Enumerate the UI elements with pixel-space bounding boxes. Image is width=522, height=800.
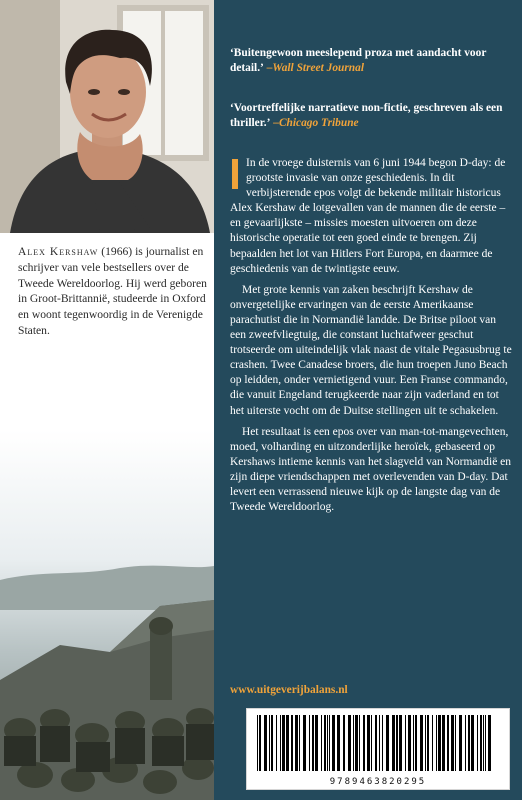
isbn-barcode xyxy=(246,708,510,790)
barcode-bar xyxy=(471,715,474,771)
barcode-bar xyxy=(447,715,449,771)
barcode-bar xyxy=(392,715,395,771)
barcode-bar xyxy=(359,715,360,771)
barcode-bar xyxy=(271,715,273,771)
barcode-bar xyxy=(396,715,398,771)
landing-craft-photo xyxy=(0,430,214,800)
review-1-source: –Wall Street Journal xyxy=(266,62,364,74)
barcode-bar xyxy=(408,715,411,771)
author-name: Alex Kershaw xyxy=(18,245,99,258)
barcode-bar xyxy=(327,715,328,771)
barcode-bar xyxy=(399,715,402,771)
barcode-bar xyxy=(465,715,466,771)
barcode-bar xyxy=(295,715,298,771)
synopsis xyxy=(230,156,514,521)
barcode-bar xyxy=(348,715,351,771)
barcode-bar xyxy=(309,715,310,771)
barcode-bar xyxy=(321,715,322,771)
barcode-bar xyxy=(488,715,491,771)
barcode-bar xyxy=(355,715,358,771)
barcode-bar xyxy=(436,715,437,771)
barcode-bar xyxy=(468,715,470,771)
barcode-bar xyxy=(386,715,389,771)
barcode-bar xyxy=(438,715,441,771)
author-photo xyxy=(0,0,214,233)
barcode-bar xyxy=(415,715,417,771)
barcode-bar xyxy=(480,715,482,771)
barcode-bar xyxy=(264,715,267,771)
barcode-bar xyxy=(379,715,380,771)
barcode-bar xyxy=(286,715,289,771)
barcode-bar xyxy=(257,715,258,771)
synopsis-paragraph-2: Met grote kennis van zaken beschrijft Kershaw de onvergetelijke ervaringen van de eerste Amerikaanse parachutist die in Normandië landde. De Britse piloot van een zweefvliegtuig, die constant luchtafweer geschut trotseerde om uiteindelijk vlak naast de vitale Pegasusbrug te crashen. Twee Canadese broers, die hun troepen Juno Beach op leidden, onder vernietigend vuur. Een Franse commando, die vanuit Engeland terugkeerde naar zijn vaderland en tot het uiterste vocht om de Duitse stellingen uit te schakelen. xyxy=(230,283,512,417)
barcode-bar xyxy=(477,715,478,771)
drop-cap-bar xyxy=(232,159,238,189)
barcode-bars xyxy=(255,715,501,773)
barcode-bar xyxy=(312,715,314,771)
barcode-bar xyxy=(451,715,454,771)
barcode-bar xyxy=(276,715,277,771)
barcode-bar xyxy=(315,715,318,771)
isbn-number: 9789463820295 xyxy=(329,777,427,787)
barcode-bar xyxy=(337,715,340,771)
barcode-bar xyxy=(425,715,426,771)
barcode-bar xyxy=(367,715,370,771)
barcode-bar xyxy=(455,715,456,771)
barcode-bar xyxy=(363,715,365,771)
left-column xyxy=(0,0,214,800)
barcode-bar xyxy=(291,715,293,771)
barcode-bar xyxy=(343,715,345,771)
synopsis-paragraph-3: Het resultaat is een epos over van man-tot-mangevechten, moed, volharding en uitzonderlijke heroïek, gebaseerd op Kershaws intieme kennis van het slagveld van Normandië en zijn diepe vriendschappen met overlevenden van D-day. Dat levert een verrassend nieuwe kijk op de langste dag van de Tweede Wereldoorlog. xyxy=(230,425,512,514)
back-cover-panel xyxy=(214,0,522,800)
barcode-bar xyxy=(413,715,414,771)
author-years: (1966) xyxy=(101,245,133,258)
barcode-bar xyxy=(329,715,330,771)
review-1 xyxy=(230,46,512,76)
barcode-bar xyxy=(483,715,484,771)
barcode-bar xyxy=(332,715,335,771)
barcode-bar xyxy=(405,715,406,771)
barcode-bar xyxy=(259,715,261,771)
barcode-bar xyxy=(299,715,300,771)
author-bio-text: is journalist en schrijver van vele bestsellers over de Tweede Wereldoorlog. Hij werd geboren in Groot-Brittannië, studeerde in Oxford en woont tegenwoordig in de Verenigde Staten. xyxy=(18,245,207,337)
synopsis-paragraph-1: In de vroege duisternis van 6 juni 1944 begon D-day: de grootste invasie van onze geschiedenis. In dit verbijsterende epos volgt de bekende militair historicus Alex Kershaw de lotgevallen van de mannen die de eerste – en gevaarlijkste – missies moesten uitvoeren om deze historische operatie tot een goed einde te brengen. Zij bepaalden het lot van Hitlers Fort Europa, en daarmee de geschiedenis van de twintigste eeuw. xyxy=(230,157,506,275)
author-bio xyxy=(18,244,208,339)
barcode-bar xyxy=(269,715,270,771)
barcode-bar xyxy=(427,715,429,771)
barcode-bar xyxy=(375,715,377,771)
barcode-bar xyxy=(420,715,423,771)
barcode-bar xyxy=(282,715,285,771)
publisher-website[interactable]: www.uitgeverijbalans.nl xyxy=(230,684,348,696)
barcode-bar xyxy=(432,715,433,771)
barcode-bar xyxy=(280,715,281,771)
barcode-bar xyxy=(353,715,354,771)
barcode-bar xyxy=(371,715,372,771)
barcode-bar xyxy=(459,715,462,771)
barcode-bar xyxy=(303,715,306,771)
barcode-bar xyxy=(442,715,445,771)
review-2-quote: ‘Voortreffelijke narratieve non-fictie, geschreven als een thriller.’ xyxy=(230,102,503,129)
barcode-bar xyxy=(382,715,383,771)
review-2-source: –Chicago Tribune xyxy=(273,117,359,129)
barcode-bar xyxy=(324,715,326,771)
barcode-bar xyxy=(485,715,486,771)
review-2 xyxy=(230,101,512,131)
review-1-quote: ‘Buitengewoon meeslepend proza met aandacht voor detail.’ xyxy=(230,47,487,74)
